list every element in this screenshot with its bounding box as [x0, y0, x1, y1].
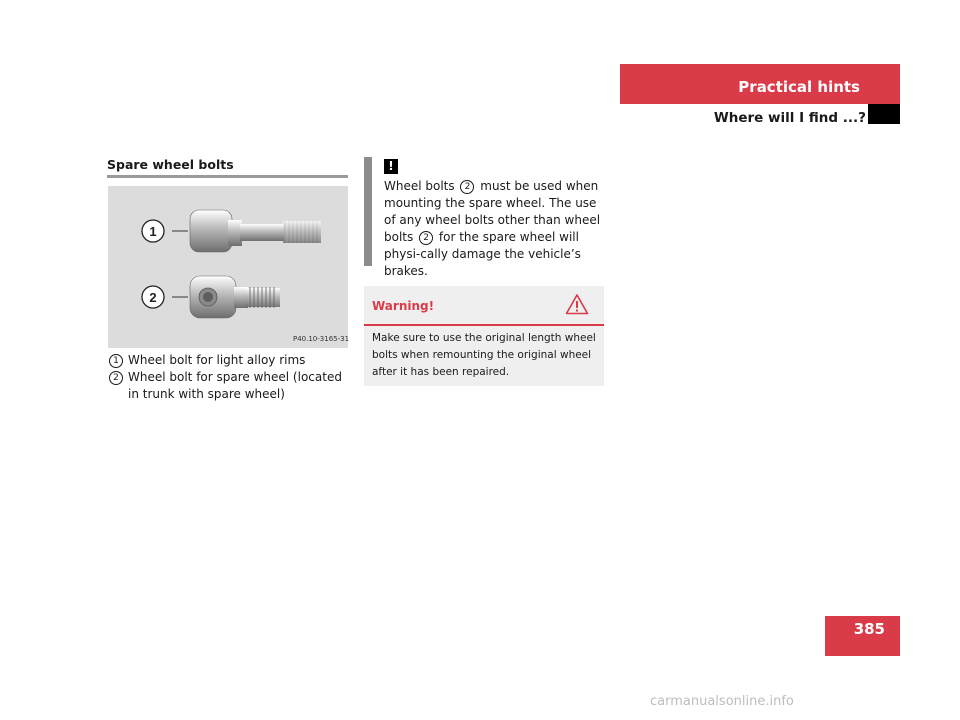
bolt-2-icon [172, 276, 280, 318]
watermark: carmanualsonline.info [650, 694, 794, 709]
callout-2-label: 2 [149, 290, 157, 305]
section-subtitle: Where will I find ...? [713, 110, 866, 126]
notice-ref-1: 2 [460, 180, 474, 194]
section-rule [107, 175, 348, 178]
notice-text-part-3: for the spare wheel will physi-cally damage the vehicle’s brakes. [384, 230, 581, 278]
header-marker [868, 104, 900, 124]
notice-text [384, 178, 610, 280]
section-title: Spare wheel bolts [107, 157, 234, 172]
notice-symbol: ! [384, 159, 398, 174]
notice-text-part-1: Wheel bolts [384, 179, 459, 193]
legend-text-2: Wheel bolt for spare wheel (located in trunk with spare wheel) [128, 370, 342, 401]
legend-item-2 [109, 369, 354, 403]
legend-text-1: Wheel bolt for light alloy rims [128, 353, 306, 367]
warning-title: Warning! [372, 299, 435, 313]
warning-rule [364, 324, 604, 326]
page-number: 385 [853, 620, 885, 638]
wheel-bolts-illustration [108, 186, 348, 348]
notice-bar [364, 157, 372, 266]
warning-text: Make sure to use the original length wheel bolts when remounting the original wheel after it has been repaired. [372, 332, 596, 378]
legend-number-1: 1 [109, 354, 123, 368]
wheel-bolts-figure [108, 186, 348, 348]
legend-item-1 [109, 352, 354, 369]
notice-ref-2: 2 [419, 231, 433, 245]
chapter-title: Practical hints [738, 78, 860, 96]
figure-code: P40.10-3165-31 [293, 335, 350, 343]
warning-triangle-icon [565, 293, 589, 315]
callout-1-label: 1 [149, 224, 157, 239]
legend-number-2: 2 [109, 371, 123, 385]
bolt-1-icon [172, 210, 321, 252]
figure-legend [109, 352, 354, 403]
notice-text-part-2: must be used when mounting the spare wheel. The use of any wheel bolts other than wheel bolts [384, 179, 601, 244]
